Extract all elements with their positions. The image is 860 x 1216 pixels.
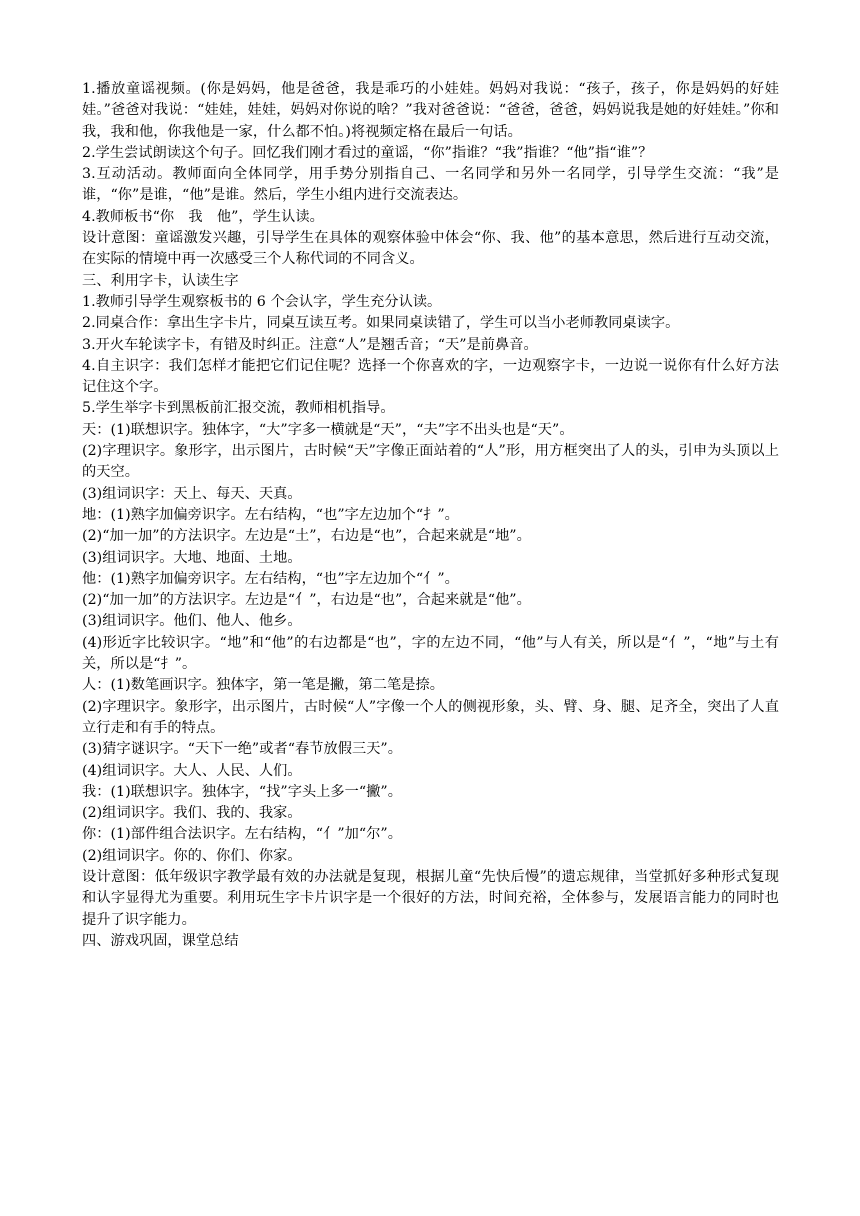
paragraph: 我：(1)联想识字。独体字，“找”字头上多一“撇”。 <box>82 783 402 800</box>
section-heading: 三、利用字卡，认读生字 <box>82 272 239 289</box>
paragraph: (2)字理识字。象形字，出示图片，古时候“天”字像正面站着的“人”形，用方框突出了人的头，引申为头顶以上的天空。 <box>82 443 779 481</box>
paragraph: (2)“加一加”的方法识字。左边是“亻”，右边是“也”，合起来就是“他”。 <box>82 592 531 609</box>
paragraph: 2.学生尝试朗读这个句子。回忆我们刚才看过的童谣，“你”指谁？“我”指谁？“他”指“谁”？ <box>82 144 653 161</box>
paragraph: 4.教师板书“你 我 他”，学生认读。 <box>82 208 324 225</box>
paragraph: 3.互动活动。教师面向全体同学，用手势分别指自己、一名同学和另外一名同学，引导学生交流：“我”是谁，“你”是谁，“他”是谁。然后，学生小组内进行交流表达。 <box>82 166 779 204</box>
paragraph: (2)组词识字。我们、我的、我家。 <box>82 805 302 822</box>
paragraph: (3)猜字谜识字。“天下一绝”或者“春节放假三天”。 <box>82 741 402 758</box>
paragraph: (3)组词识字：天上、每天、天真。 <box>82 485 302 502</box>
paragraph: 你：(1)部件组合法识字。左右结构，“亻”加“尔”。 <box>82 826 402 843</box>
paragraph: 5.学生举字卡到黑板前汇报交流，教师相机指导。 <box>82 400 395 417</box>
paragraph: 3.开火车轮读字卡，有错及时纠正。注意“人”是翘舌音；“天”是前鼻音。 <box>82 336 538 353</box>
paragraph: 1.播放童谣视频。(你是妈妈，他是爸爸，我是乖巧的小娃娃。妈妈对我说：“孩子，孩子，你是妈妈的好娃娃。”爸爸对我说：“娃娃，娃娃，妈妈对你说的啥？”我对爸爸说：“爸爸，爸爸，妈妈说我是她的好娃娃。”你和我，我和他，你我他是一家，什么都不怕。)将视频定格在最后一句话。 <box>82 81 779 140</box>
document-body <box>82 79 779 952</box>
paragraph: 地：(1)熟字加偏旁识字。左右结构，“也”字左边加个“扌”。 <box>82 506 459 523</box>
paragraph: 4.自主识字：我们怎样才能把它们记住呢？选择一个你喜欢的字，一边观察字卡，一边说一说你有什么好方法记住这个字。 <box>82 357 779 396</box>
paragraph: (2)组词识字。你的、你们、你家。 <box>82 847 302 864</box>
paragraph: 1.教师引导学生观察板书的 6 个会认字，学生充分认读。 <box>82 293 442 310</box>
section-heading: 四、游戏巩固，课堂总结 <box>82 932 239 949</box>
paragraph: (3)组词识字。他们、他人、他乡。 <box>82 613 302 630</box>
paragraph: 2.同桌合作：拿出生字卡片，同桌互读互考。如果同桌读错了，学生可以当小老师教同桌读字。 <box>82 315 680 332</box>
paragraph: (4)形近字比较识字。“地”和“他”的右边都是“也”，字的左边不同，“他”与人有关，所以是“亻”，“地”与土有关，所以是“扌”。 <box>82 634 779 673</box>
paragraph: 天：(1)联想识字。独体字，“大”字多一横就是“天”，“夫”字不出头也是“天”。 <box>82 421 574 438</box>
paragraph: (4)组词识字。大人、人民、人们。 <box>82 762 302 779</box>
paragraph: (2)“加一加”的方法识字。左边是“土”，右边是“也”，合起来就是“地”。 <box>82 528 531 545</box>
paragraph: 他：(1)熟字加偏旁识字。左右结构，“也”字左边加个“亻”。 <box>82 570 459 587</box>
design-intent-paragraph: 设计意图：童谣激发兴趣，引导学生在具体的观察体验中体会“你、我、他”的基本意思，然后进行互动交流，在实际的情境中再一次感受三个人称代词的不同含义。 <box>82 230 779 268</box>
paragraph: (3)组词识字。大地、地面、土地。 <box>82 549 302 566</box>
paragraph: (2)字理识字。象形字，出示图片，古时候“人”字像一个人的侧视形象，头、臂、身、腿、足齐全，突出了人直立行走和有手的特点。 <box>82 698 779 736</box>
design-intent-paragraph: 设计意图：低年级识字教学最有效的办法就是复现，根据儿童“先快后慢”的遗忘规律，当堂抓好多种形式复现和认字显得尤为重要。利用玩生字卡片识字是一个很好的方法，时间充裕，全体参与，发展语言能力的同时也提升了识字能力。 <box>82 868 779 928</box>
paragraph: 人：(1)数笔画识字。独体字，第一笔是撇，第二笔是捺。 <box>82 677 444 694</box>
